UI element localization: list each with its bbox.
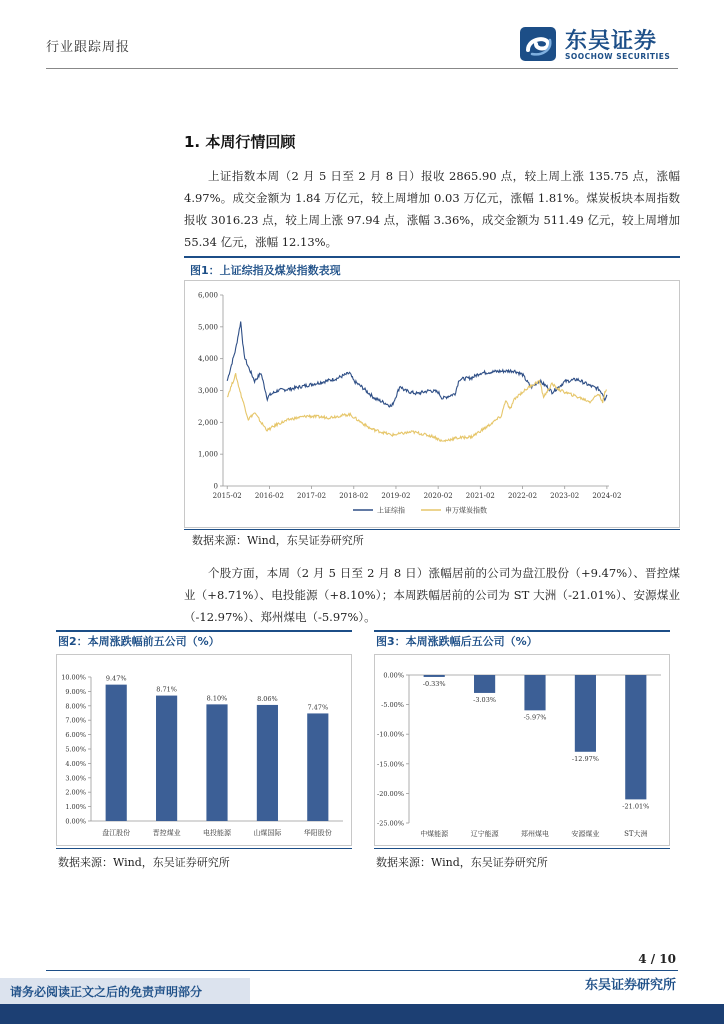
bar [156,696,177,821]
bar [474,675,495,693]
y-tick-label: 1.00% [65,803,86,812]
institute-name: 东吴证券研究所 [584,978,676,993]
fig1-chart-frame [184,280,680,528]
bar-value-label: 8.10% [206,694,228,703]
bar-value-label: -5.97% [523,713,547,722]
bar [257,705,278,821]
fig2-chart-frame [56,654,352,846]
fig2-bar-chart [57,655,351,845]
y-tick-label: 3.00% [65,774,86,783]
fig3-top-rule [374,630,670,632]
bar-value-label: 7.47% [307,703,329,712]
legend-coal-label: 申万煤炭指数 [445,506,487,515]
y-tick-label: 4,000 [197,355,218,364]
section-title: 1. 本周行情回顾 [184,133,296,151]
company-logo-text: 东吴证券 [565,29,658,54]
y-tick-label: 6,000 [197,291,218,300]
fig1-title: 图1：上证综指及煤炭指数表现 [190,264,341,277]
y-tick-label: 7.00% [65,716,86,725]
category-label: 盘江股份 [102,829,131,837]
fig1-top-rule [184,256,680,258]
x-tick-label: 2015-02 [212,492,242,500]
bar-value-label: -0.33% [422,679,446,688]
y-tick-label: -25.00% [377,819,404,828]
x-tick-label: 2018-02 [339,492,369,500]
market-review-text: 上证指数本周（2 月 5 日至 2 月 8 日）报收 2865.90 点，较上周上涨 135.75 点，涨幅 4.97%。成交金额为 1.84 万亿元，较上周增加 0.03 万亿元，涨幅 1.81%。煤炭板块本周指数报收 3016.23 点，较上周上涨 97.94 点，涨幅 3.36%，成交金额为 511.49 亿元，较上周增加 55.34 亿元，涨幅 12.13%。 [184,169,680,249]
market-review-paragraph [184,165,680,253]
bar [206,704,227,821]
disclaimer-text: 请务必阅读正文之后的免责声明部分 [10,985,203,999]
bar-value-label: -21.01% [622,802,650,811]
category-label: 山煤国际 [253,829,282,837]
header-divider [46,68,678,69]
category-label: 晋控煤业 [152,829,181,837]
bar [524,675,545,710]
y-tick-label: -20.00% [377,789,404,798]
fig1-source: 数据来源：Wind，东吴证券研究所 [192,534,364,547]
y-tick-label: 10.00% [61,673,86,682]
legend-shanghai-label: 上证综指 [377,506,405,515]
y-tick-label: 5,000 [197,323,218,332]
fig3-source: 数据来源：Wind，东吴证券研究所 [376,856,548,869]
x-tick-label: 2023-02 [550,492,580,500]
bar [307,713,328,821]
page-number: 4 / 10 [638,952,676,966]
y-tick-label: -15.00% [377,760,404,769]
fig3-bar-chart [375,655,669,845]
y-tick-label: 1,000 [197,450,218,459]
stocks-text: 个股方面，本周（2 月 5 日至 2 月 8 日）涨幅居前的公司为盘江股份（+9.47%）、晋控煤业（+8.71%）、电投能源（+8.10%）；本周跌幅居前的公司为 ST 大洲（-21.01%）、安源煤业（-12.97%）、郑州煤电（-5.97%）。 [184,566,680,624]
fig3-bottom-rule [374,848,670,849]
y-tick-label: 5.00% [65,745,86,754]
y-tick-label: 9.00% [65,687,86,696]
fig2-bottom-rule [56,848,352,849]
y-tick-label: -10.00% [377,730,404,739]
y-tick-label: 0.00% [383,671,404,680]
y-tick-label: -5.00% [381,701,404,710]
fig1-bottom-rule [184,529,680,530]
y-tick-label: 3,000 [197,387,218,395]
report-type-label: 行业跟踪周报 [46,40,131,55]
y-tick-label: 0 [213,482,218,491]
stocks-paragraph [184,562,680,628]
bar [424,675,445,677]
bar-value-label: 8.71% [156,685,177,694]
x-tick-label: 2021-02 [465,492,495,500]
x-tick-label: 2019-02 [381,492,411,500]
y-tick-label: 8.00% [65,702,86,711]
footer-divider [46,970,678,971]
y-tick-label: 4.00% [65,759,86,768]
y-tick-label: 0.00% [65,817,86,826]
bar [575,675,596,752]
category-label: 中煤能源 [420,830,449,838]
category-label: 辽宁能源 [470,830,499,838]
bar-value-label: 8.06% [257,694,278,703]
fig3-chart-frame [374,654,670,846]
bar [106,685,127,821]
category-label: ST大洲 [624,830,648,838]
x-tick-label: 2017-02 [297,492,327,500]
company-logo-icon [518,24,560,64]
y-tick-label: 2.00% [65,788,86,797]
bottom-band [0,1004,724,1024]
x-tick-label: 2024-02 [592,492,622,500]
category-label: 电投能源 [203,829,231,837]
bar-value-label: -3.03% [473,695,497,704]
bar-value-label: 9.47% [105,674,127,683]
category-label: 华阳股份 [303,829,332,837]
fig3-title: 图3：本周涨跌幅后五公司（%） [376,635,538,648]
series-shanghai-line [227,322,607,407]
y-tick-label: 6.00% [65,731,86,740]
category-label: 安源煤业 [571,830,600,838]
fig2-title: 图2：本周涨跌幅前五公司（%） [58,635,220,648]
bar-value-label: -12.97% [571,754,599,763]
company-logo-english: SOOCHOW SECURITIES [565,52,671,61]
fig2-top-rule [56,630,352,632]
bar [625,675,646,799]
fig2-source: 数据来源：Wind，东吴证券研究所 [58,856,230,869]
x-tick-label: 2020-02 [423,492,453,500]
y-tick-label: 2,000 [197,418,218,427]
category-label: 郑州煤电 [521,830,549,838]
series-coal-line [227,373,607,441]
x-tick-label: 2016-02 [254,492,284,500]
x-tick-label: 2022-02 [507,492,538,500]
fig1-line-chart [185,281,679,527]
